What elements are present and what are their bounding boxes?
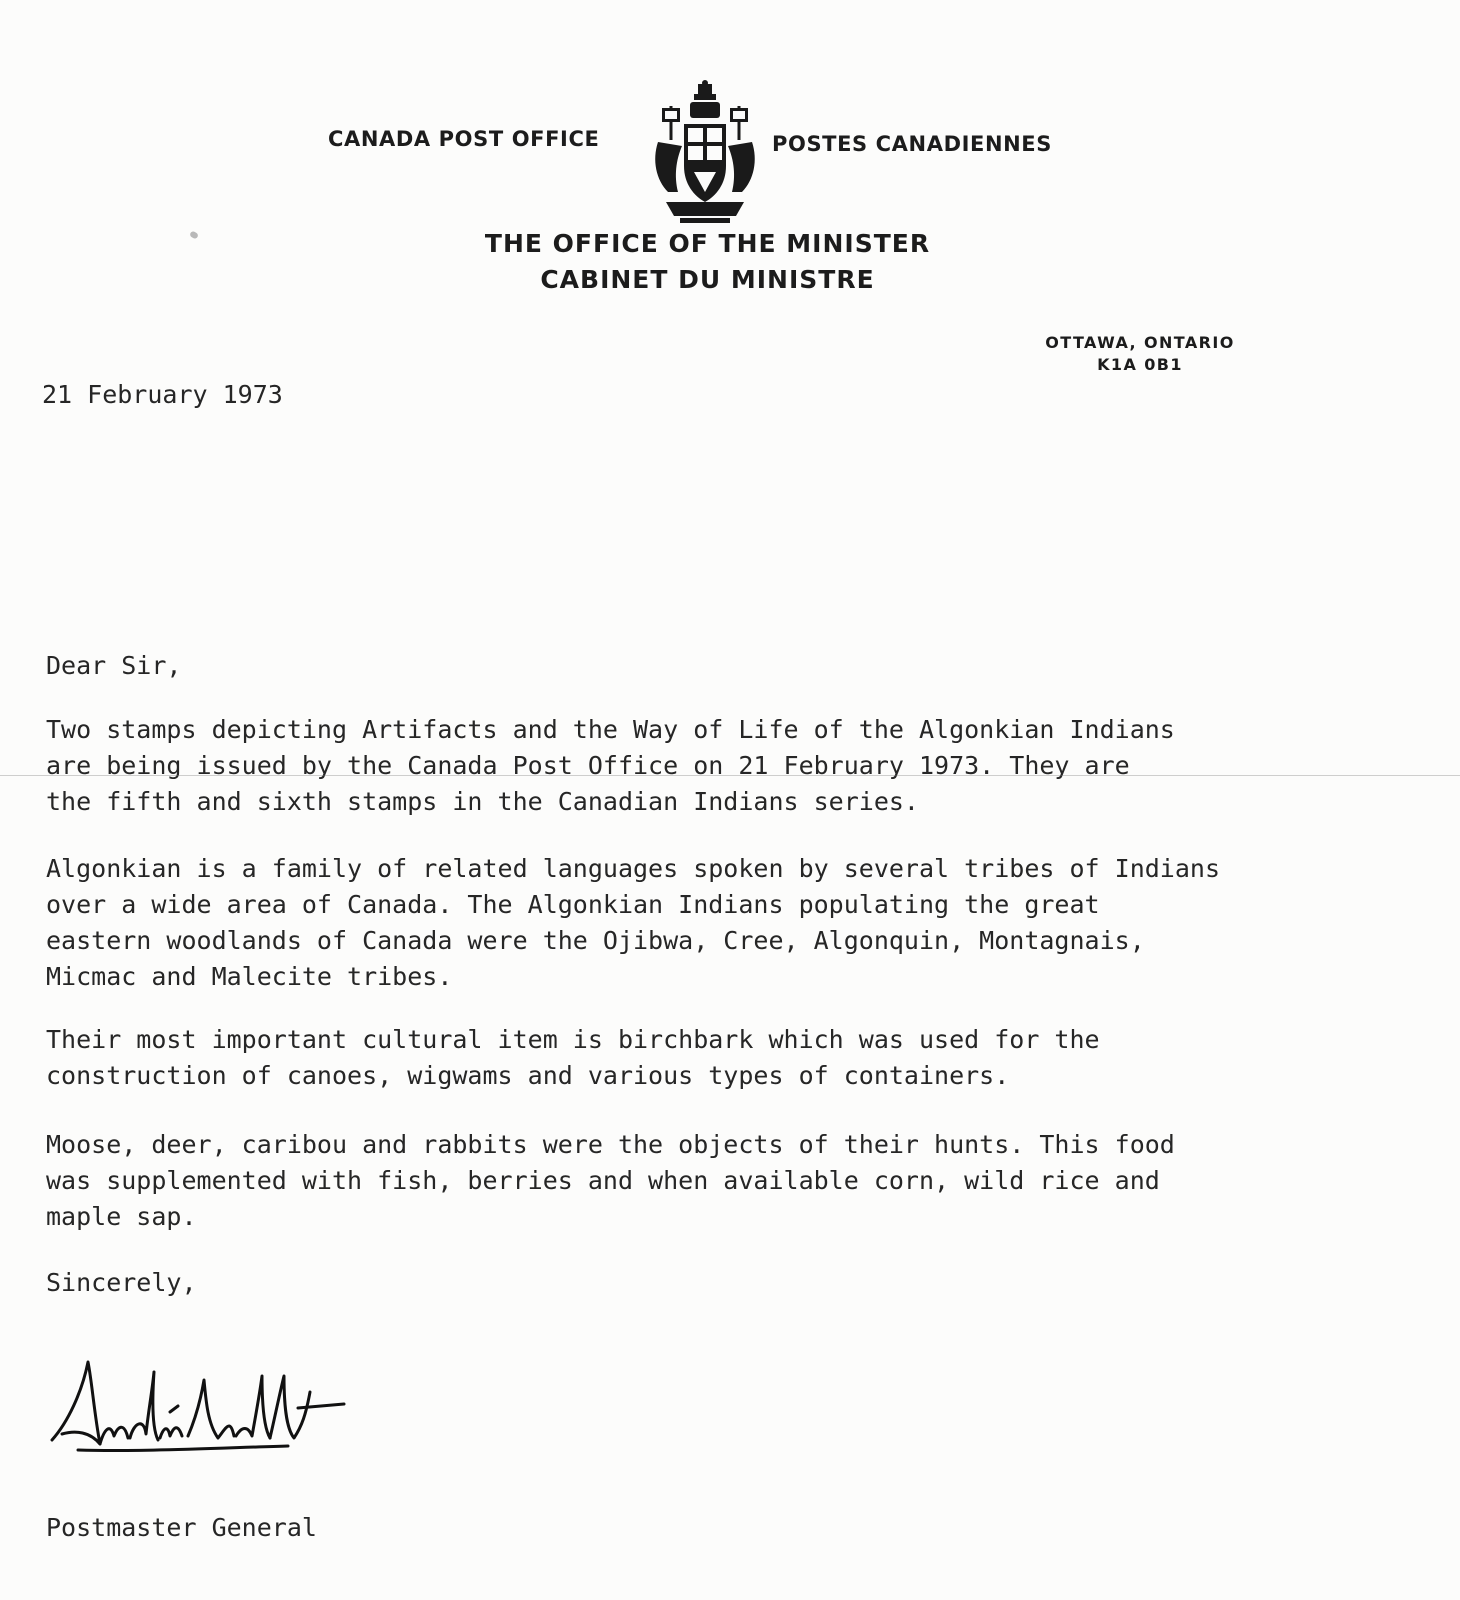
- coat-of-arms-icon: [650, 80, 760, 225]
- address-postal-code: K1A 0B1: [1097, 355, 1183, 374]
- paragraph-line: Their most important cultural item is birchbark which was used for the: [46, 1025, 1100, 1054]
- paragraph-line: Micmac and Malecite tribes.: [46, 962, 453, 991]
- paragraph-line: was supplemented with fish, berries and when available corn, wild rice and: [46, 1166, 1160, 1195]
- paragraph-line: are being issued by the Canada Post Office on 21 February 1973. They are: [46, 751, 1130, 780]
- org-name-english: CANADA POST OFFICE: [328, 127, 600, 151]
- salutation: Dear Sir,: [46, 651, 182, 680]
- paragraph-line: Two stamps depicting Artifacts and the Way of Life of the Algonkian Indians: [46, 715, 1175, 744]
- paragraph-line: Algonkian is a family of related languages spoken by several tribes of Indians: [46, 854, 1220, 883]
- paragraph: [46, 851, 1220, 995]
- paragraph: [46, 1022, 1100, 1094]
- closing: Sincerely,: [46, 1268, 197, 1297]
- paragraph-line: over a wide area of Canada. The Algonkian Indians populating the great: [46, 890, 1100, 919]
- paragraph-line: Moose, deer, caribou and rabbits were the objects of their hunts. This food: [46, 1130, 1175, 1159]
- paragraph-line: maple sap.: [46, 1202, 197, 1231]
- address-city: OTTAWA, ONTARIO: [1045, 333, 1235, 352]
- paragraph-line: construction of canoes, wigwams and various types of containers.: [46, 1061, 1010, 1090]
- paper-fold-line: [0, 775, 1460, 776]
- paragraph: [46, 712, 1175, 820]
- signatory-title: Postmaster General: [46, 1513, 317, 1542]
- paragraph: [46, 1127, 1175, 1235]
- org-name-french: POSTES CANADIENNES: [772, 132, 1052, 156]
- paragraph-line: the fifth and sixth stamps in the Canadian Indians series.: [46, 787, 919, 816]
- signature-icon: [48, 1352, 368, 1472]
- paragraph-line: eastern woodlands of Canada were the Ojibwa, Cree, Algonquin, Montagnais,: [46, 926, 1145, 955]
- office-title-english: THE OFFICE OF THE MINISTER: [484, 229, 931, 258]
- office-title-french: CABINET DU MINISTRE: [540, 265, 875, 294]
- letter-date: 21 February 1973: [42, 380, 283, 409]
